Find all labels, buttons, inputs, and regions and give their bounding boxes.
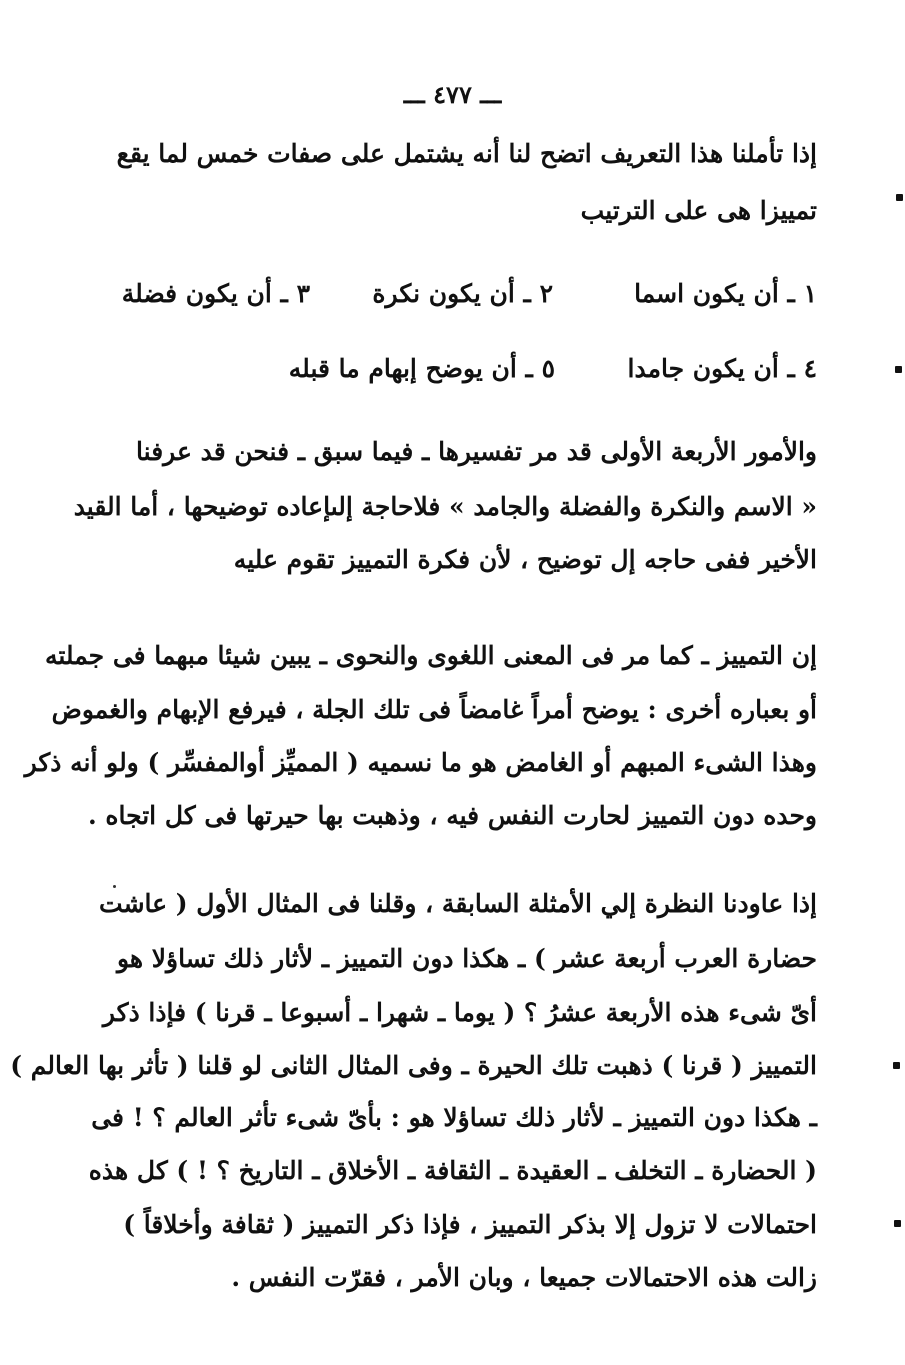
para4-line-7: احتمالات لا تزول إلا بذكر التمييز ، فإذا ذكر التمييز ( ثقافة وأخلاقاً ) — [123, 1210, 817, 1239]
para3-line-2: أو بعباره أخرى : يوضح أمراً غامضاً فى تلك الجلة ، فيرفع الإبهام والغموض — [51, 695, 817, 724]
para4-line-2: حضارة العرب أربعة عشر ) ـ هكذا دون التمييز ـ لأثار ذلك تساؤلا هو — [116, 944, 817, 973]
page-number: ـــ ٤٧٧ ـــ — [403, 80, 502, 109]
para1-line-1: إذا تأملنا هذا التعريف اتضح لنا أنه يشتمل على صفات خمس لما يقع — [116, 139, 817, 168]
speck — [113, 885, 116, 888]
item-5: ٥ ـ أن يوضح إبهام ما قبله — [288, 354, 555, 383]
margin-mark — [896, 194, 903, 201]
para4-line-6: ( الحضارة ـ التخلف ـ العقيدة ـ الثقافة ـ الأخلاق ـ التاريخ ؟ ! ) كل هذه — [88, 1156, 817, 1185]
para4-line-1: إذا عاودنا النظرة إلي الأمثلة السابقة ، وقلنا فى المثال الأول ( عاشت — [99, 889, 817, 918]
margin-mark — [894, 1220, 901, 1227]
margin-mark — [893, 1062, 900, 1069]
item-1: ١ ـ أن يكون اسما — [634, 279, 817, 308]
para3-line-1: إن التمييز ـ كما مر فى المعنى اللغوى والنحوى ـ يبين شيئا مبهما فى جملته — [44, 641, 817, 670]
margin-mark — [895, 366, 902, 373]
para4-line-5: ـ هكذا دون التمييز ـ لأثار ذلك تساؤلا هو : بأىّ شىء تأثر العالم ؟ ! فى — [91, 1103, 817, 1132]
item-4: ٤ ـ أن يكون جامدا — [627, 354, 817, 383]
para4-line-4: التمييز ( قرنا ) ذهبت تلك الحيرة ـ وفى المثال الثانى لو قلنا ( تأثر بها العالم ) — [10, 1051, 817, 1080]
para4-line-3: أىّ شىء هذه الأربعة عشرُ ؟ ( يوما ـ شهرا ـ أسبوعا ـ قرنا ) فإذا ذكر — [102, 998, 817, 1027]
para3-line-4: وحده دون التمييز لحارت النفس فيه ، وذهبت بها حيرتها فى كل اتجاه . — [87, 801, 817, 830]
para2-line-1: والأمور الأربعة الأولى قد مر تفسيرها ـ فيما سبق ـ فنحن قد عرفنا — [136, 437, 817, 466]
para4-line-8: زالت هذه الاحتمالات جميعا ، وبان الأمر ، فقرّت النفس . — [231, 1263, 817, 1292]
para2-line-2: « الاسم والنكرة والفضلة والجامد » فلاحاجة إلىإعاده توضيحها ، أما القيد — [73, 492, 817, 521]
item-2: ٢ ـ أن يكون نكرة — [372, 279, 553, 308]
para3-line-3: وهذا الشىء المبهم أو الغامض هو ما نسميه ( المميِّز أوالمفسِّر ) ولو أنه ذكر — [24, 748, 817, 777]
item-3: ٣ ـ أن يكون فضلة — [121, 279, 310, 308]
para1-line-2: تمييزا هى على الترتيب — [580, 196, 817, 225]
para2-line-3: الأخير ففى حاجه إل توضيح ، لأن فكرة التمييز تقوم عليه — [233, 545, 817, 574]
